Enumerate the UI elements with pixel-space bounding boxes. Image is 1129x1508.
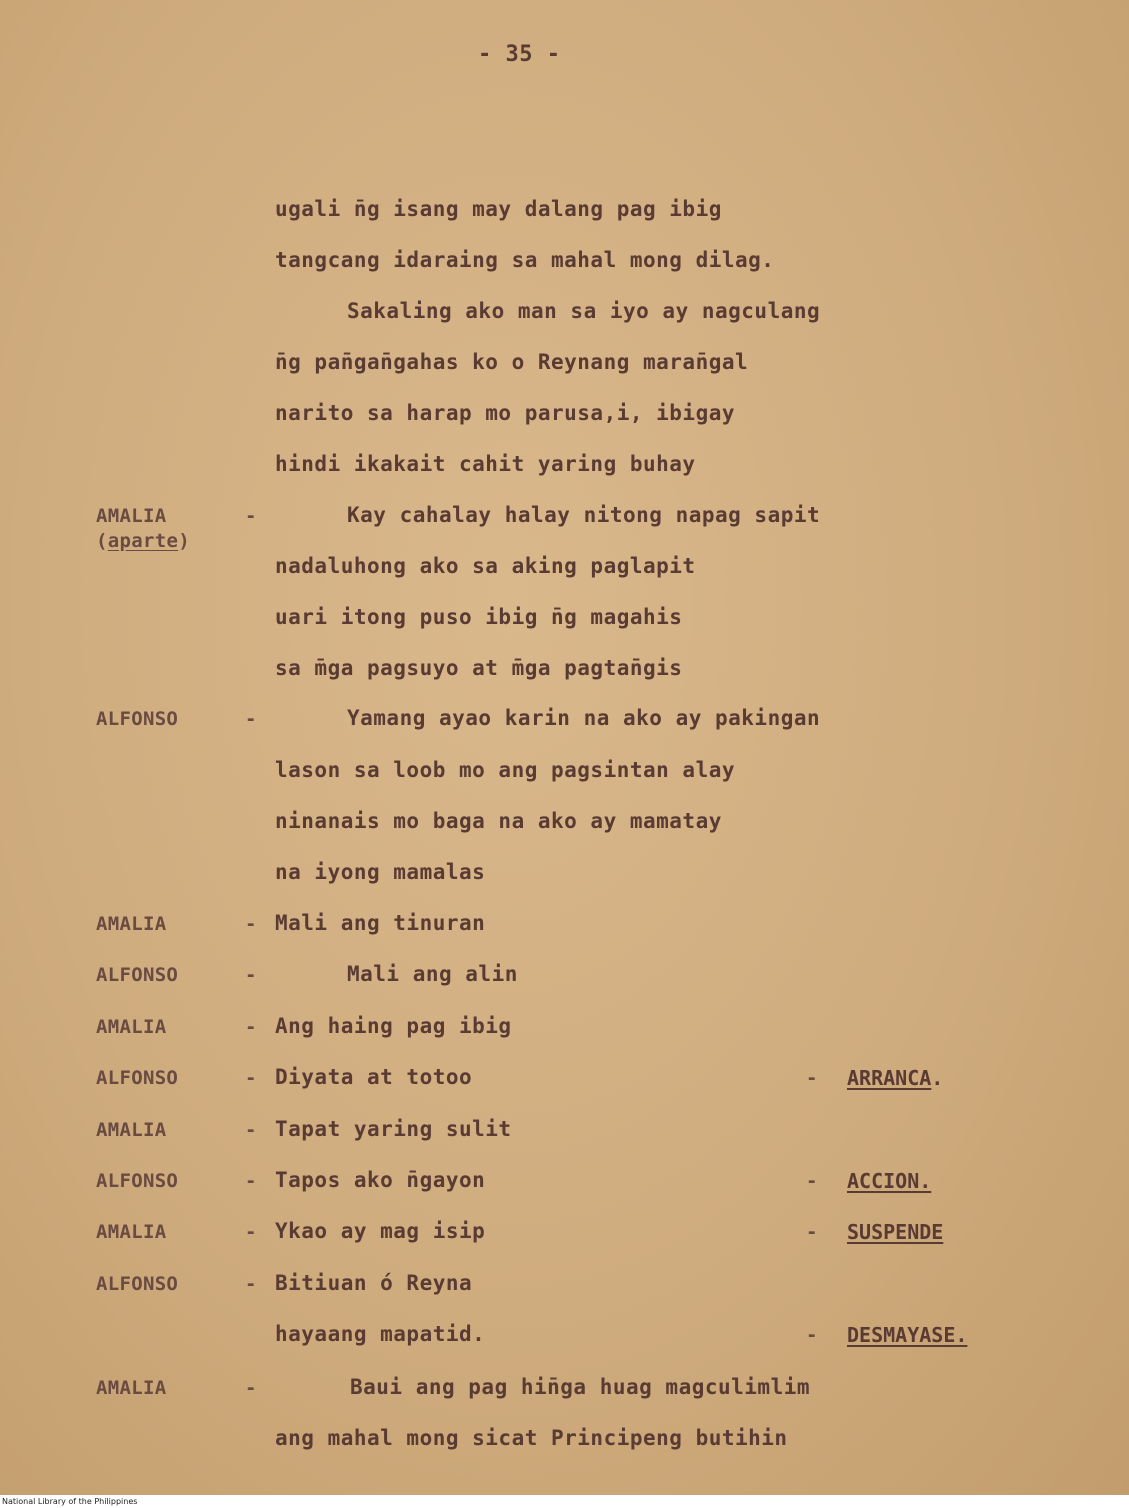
speaker-label: AMALIA <box>96 1016 167 1038</box>
verse-line: Bitiuan ó Reyna <box>275 1271 473 1295</box>
verse-line: n̄g pan̄gan̄gahas ko o Reynang maran̄gal <box>275 350 749 374</box>
aside-label: (aparte) <box>96 530 190 552</box>
speaker-dash: - <box>245 1170 257 1192</box>
speaker-label: ALFONSO <box>96 1170 179 1192</box>
verse-line: uari itong puso ibig n̄g magahis <box>275 605 683 629</box>
verse-line: Tapos ako n̄gayon <box>275 1168 486 1192</box>
verse-line: Diyata at totoo <box>275 1065 473 1089</box>
speaker-dash: - <box>245 1221 257 1243</box>
speaker-label: ALFONSO <box>96 1273 179 1295</box>
speaker-dash: - <box>245 964 257 986</box>
verse-line: nadaluhong ako sa aking paglapit <box>275 554 696 578</box>
stage-direction: ACCION. <box>847 1169 932 1193</box>
stage-dash: - <box>806 1324 818 1346</box>
footer-strip <box>0 1495 1129 1508</box>
speaker-label: AMALIA <box>96 505 167 527</box>
verse-line: tangcang idaraing sa mahal mong dilag. <box>275 248 775 272</box>
speaker-label: ALFONSO <box>96 964 179 986</box>
stage-dash: - <box>806 1221 818 1243</box>
speaker-dash: - <box>245 1016 257 1038</box>
speaker-label: AMALIA <box>96 1119 167 1141</box>
stage-dash: - <box>806 1170 818 1192</box>
verse-line: ugali n̄g isang may dalang pag ibig <box>275 197 722 221</box>
verse-line: na iyong mamalas <box>275 860 486 884</box>
speaker-dash: - <box>245 1067 257 1089</box>
speaker-label: AMALIA <box>96 913 167 935</box>
verse-line: Mali ang tinuran <box>275 911 486 935</box>
verse-line: sa m̄ga pagsuyo at m̄ga pagtan̄gis <box>275 656 683 680</box>
verse-line: hindi ikakait cahit yaring buhay <box>275 452 696 476</box>
page-number: - 35 - <box>478 42 561 67</box>
speaker-label: AMALIA <box>96 1377 167 1399</box>
speaker-dash: - <box>245 1273 257 1295</box>
stage-direction: DESMAYASE. <box>847 1323 968 1347</box>
verse-line: Kay cahalay halay nitong napag sapit <box>347 503 821 527</box>
speaker-dash: - <box>245 1377 257 1399</box>
verse-line: hayaang mapatid. <box>275 1322 486 1346</box>
verse-line: Tapat yaring sulit <box>275 1117 512 1141</box>
verse-line: Baui ang pag hin̄ga huag magculimlim <box>350 1375 811 1399</box>
speaker-dash: - <box>245 708 257 730</box>
verse-line: ang mahal mong sicat Principeng butihin <box>275 1426 788 1450</box>
stage-direction: ARRANCA. <box>847 1066 944 1090</box>
verse-line: Ykao ay mag isip <box>275 1219 486 1243</box>
verse-line: ninanais mo baga na ako ay mamatay <box>275 809 722 833</box>
speaker-dash: - <box>245 1119 257 1141</box>
verse-line: Ang haing pag ibig <box>275 1014 512 1038</box>
speaker-label: AMALIA <box>96 1221 167 1243</box>
verse-line: Sakaling ako man sa iyo ay nagculang <box>347 299 821 323</box>
verse-line: narito sa harap mo parusa,i, ibigay <box>275 401 736 425</box>
stage-direction: SUSPENDE <box>847 1220 944 1244</box>
speaker-dash: - <box>245 505 257 527</box>
verse-line: Yamang ayao karin na ako ay pakingan <box>347 706 821 730</box>
stage-dash: - <box>806 1067 818 1089</box>
footer-credit: National Library of the Philippines <box>2 1497 138 1506</box>
speaker-dash: - <box>245 913 257 935</box>
verse-line: Mali ang alin <box>347 962 518 986</box>
speaker-label: ALFONSO <box>96 708 179 730</box>
speaker-label: ALFONSO <box>96 1067 179 1089</box>
verse-line: lason sa loob mo ang pagsintan alay <box>275 758 736 782</box>
